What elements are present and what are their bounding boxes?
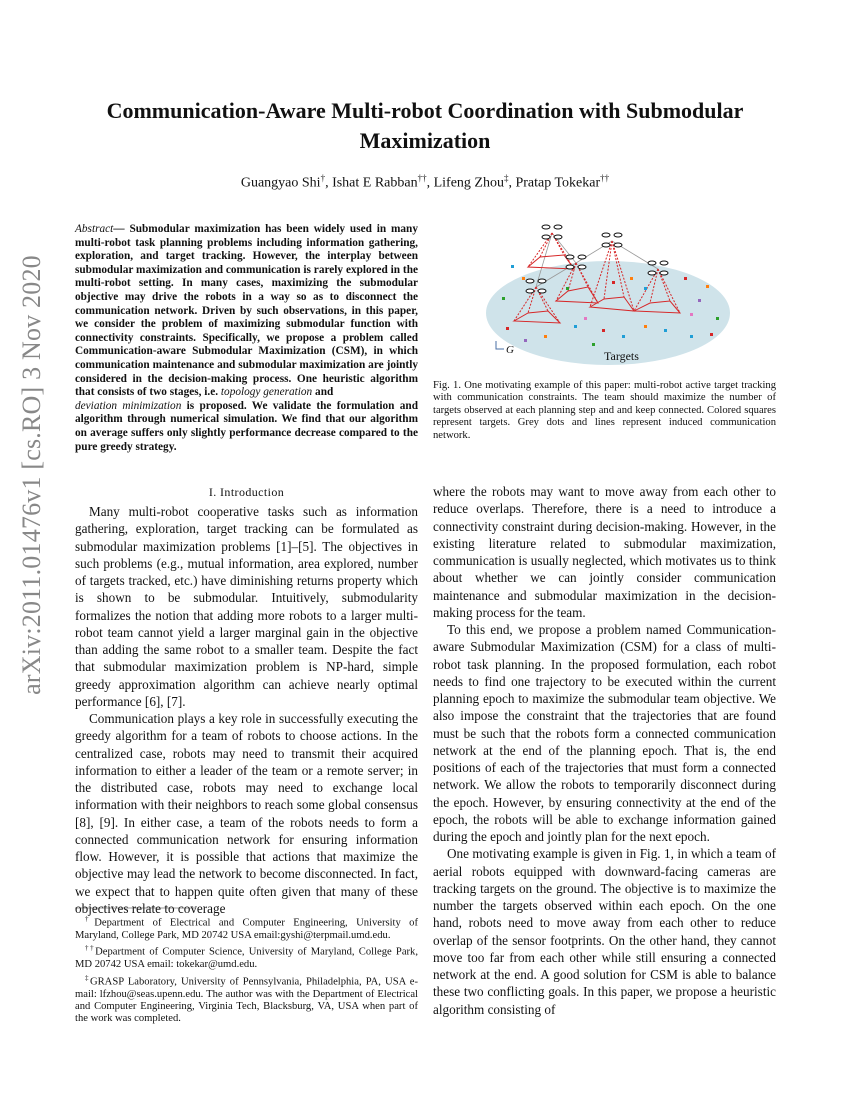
footnote-mark: † (85, 915, 95, 923)
footnote-mark: †† (85, 944, 96, 953)
author-mark: ‡ (503, 173, 509, 183)
author-name: Ishat E Rabban (332, 175, 418, 191)
arxiv-id-text: arXiv:2011.01476v1 [cs.RO] 3 Nov 2020 (17, 255, 46, 695)
paragraph: Communication plays a key role in successfully executing the greedy algorithm for a team of robots to choose actions. In the centralized case, robots may need to transmit their acquired information to either a leader of the team or a remote server; in the distributed case, robots may need to exchange local information with their neighbors to reach some global consensus [8], [9]. In either case, a team of the robots needs to form a connected communication network for ensuring information flow. However, it is possible that actions that maximize the objective may lead the network to become disconnected. In fact, we expect that to happen quite often given that many of these objectives relate to coverage (75, 711, 418, 916)
abstract-emphasis: deviation minimization (75, 399, 182, 412)
footnotes (75, 913, 418, 1026)
footnote-text: GRASP Laboratory, University of Pennsylvania, Philadelphia, PA, USA e-mail: lfzhou@seas.upenn.edu. The author was with the Department of Electrical and Computer Engineering, Virginia Tech, Blacksburg, VA, USA when part of the work was completed. (75, 976, 418, 1025)
author-mark: † (320, 173, 326, 183)
abstract-text: Submodular maximization has been widely used in many multi-robot task planning problems including information gathering, exploration, and target tracking. However, the interplay between submodular maximization and communication is rarely explored in the multi-robot setting. In many cases, maximizing the submodular objective may drive the robots in a way so as to disconnect the communication network. Driven by such observations, in this paper, we consider the problem of maximizing submodular function with connectivity constraints. Specifically, we propose a problem called Communication-aware Submodular Maximization (CSM), in which communication maintenance and submodular maximization are jointly considered in the decision-making process. One heuristic algorithm that consists of two stages, i.e. (75, 223, 418, 399)
targets-label: Targets (604, 349, 639, 363)
abstract-dash: — (113, 223, 125, 235)
paper-title: Communication-Aware Multi-robot Coordination with Submodular Maximization (106, 98, 744, 153)
abstract (75, 223, 418, 454)
footnote-rule (75, 907, 195, 909)
footnote-text: Department of Computer Science, University of Maryland, College Park, MD 20742 USA email: tokekar@umd.edu. (75, 946, 418, 971)
graph-axis-icon (496, 341, 504, 349)
author-name: Guangyao Shi (240, 175, 321, 191)
abstract-emphasis: topology generation (220, 386, 313, 399)
graph-label: G (506, 344, 514, 356)
section-heading: I. Introduction (208, 485, 285, 499)
footnote-mark: ‡ (85, 973, 90, 982)
figure-caption: Fig. 1. One motivating example of this paper: multi-robot active target tracking with communication constraints. The team should maximize the number of targets observed at each planning step and and keep connected. Colored squares represent targets. Grey dots and lines represent induced communication network. (433, 380, 776, 441)
paragraph: Many multi-robot cooperative tasks such as information gathering, exploration, target tracking can be formulated as submodular maximization problems [1]–[5]. The objectives in such problems (e.g., mutual information, area explored, number of targets tracked, etc.) have diminishing returns property which is shown to be submodular. Intuitively, submodularity formalizes the notion that adding more robots to a larger multi-robot team cannot yield a larger marginal gain in the objective than adding the same robot to a smaller team. Despite the fact that submodular maximization problem is NP-hard, simple greedy approximation algorithm can achieve nearly optimal performance [6], [7]. (75, 504, 418, 709)
introduction-body (75, 503, 418, 917)
paragraph: One motivating example is given in Fig. 1, in which a team of aerial robots equipped with downward-facing cameras are tracking targets on the ground. The objective is to maximize the number the targets observed within each epoch. On the one hand, robots need to move away from each other to reduce overlap of the sensor footprints. On the other hand, they cannot move too far from each other while still ensuring a connected network at the end. A good solution for CSM is able to balance these two conflicting goals. In this paper, we propose a heuristic algorithm consisting of (433, 846, 776, 1017)
abstract-text: and (312, 386, 334, 399)
author-mark: †† (417, 173, 427, 183)
abstract-label: Abstract (75, 223, 114, 235)
author-mark: †† (600, 173, 610, 183)
abstract-text: is proposed. We validate the formulation and algorithm through numerical simulation. We find that our algorithm on average suffers only slightly performance decrease compared to the pure greedy strategy. (75, 399, 418, 453)
author-list: Guangyao Shi†, Ishat E Rabban††, Lifeng Zhou‡, Pratap Tokekar†† (240, 173, 610, 191)
paragraph: where the robots may want to move away from each other to reduce overlaps. Therefore, there is a need to introduce a connectivity constraint during decision-making. However, in the existing literature related to submodular maximization, communication is usually neglected, which motivates us to think about whether we can jointly consider communication maintenance and submodular maximization in the decision-making process for the team. (433, 484, 776, 620)
figure-1-illustration (484, 217, 732, 369)
author-name: Pratap Tokekar (515, 175, 601, 191)
footnote (75, 942, 418, 971)
author-name: Lifeng Zhou (433, 175, 504, 191)
arxiv-margin-stamp (12, 255, 52, 695)
footnote (75, 972, 418, 1026)
footnote (75, 913, 418, 942)
footnote-text: Department of Electrical and Computer Engineering, University of Maryland, College Park, MD 20742 USA email:gyshi@terpmail.umd.edu. (75, 917, 419, 941)
right-column-body (433, 483, 776, 1018)
paragraph: To this end, we propose a problem named Communication-aware Submodular Maximization (CSM) for a class of multi-robot task planning. In the proposed formulation, each robot needs to find one trajectory to be executed within the current planning epoch to maximize the submodular team objective. We also impose the constraint that the trajectories that are found must be such that the robots form a connected communication network at the end of the planning epoch. That is, the end positions of each of the trajectories that must form a connected network. We allow the robots to temporarily disconnect during the epoch. However, by ensuring connectivity at the end of the epoch, the robots will be able to exchange information gained during the epoch and jointly plan for the next epoch. (433, 622, 776, 844)
